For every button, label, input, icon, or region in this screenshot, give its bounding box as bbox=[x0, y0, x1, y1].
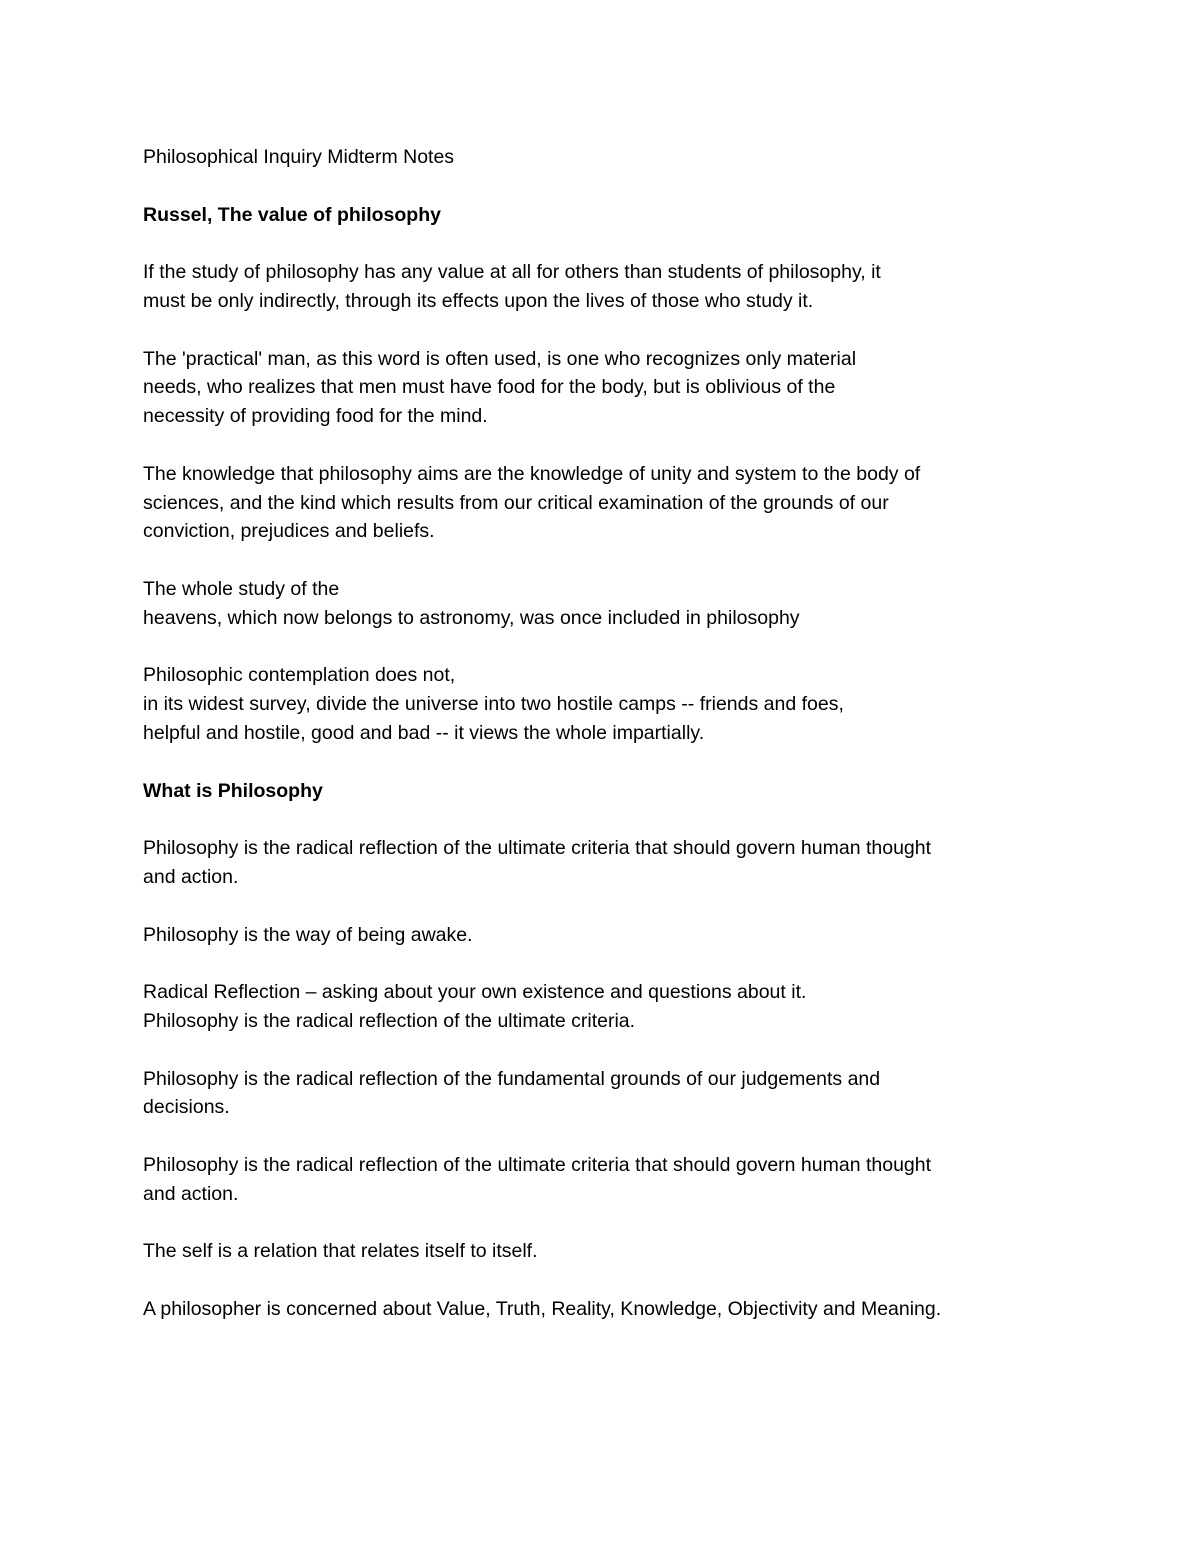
text-line: Philosophic contemplation does not, bbox=[143, 664, 456, 687]
text-line: and action. bbox=[143, 1182, 239, 1205]
paragraph bbox=[143, 661, 1058, 747]
text-line: A philosopher is concerned about Value, Truth, Reality, Knowledge, Objectivity and Meaning. bbox=[143, 1297, 942, 1320]
text-line: The whole study of the bbox=[143, 577, 340, 600]
paragraph bbox=[143, 1295, 1058, 1324]
document-body bbox=[143, 143, 1058, 1352]
text-line: needs, who realizes that men must have food for the body, but is oblivious of the bbox=[143, 376, 836, 399]
paragraph bbox=[143, 1237, 1058, 1266]
text-line: Philosophy is the radical reflection of the ultimate criteria that should govern human thought bbox=[143, 1153, 932, 1176]
text-line: Radical Reflection – asking about your own existence and questions about it. bbox=[143, 981, 807, 1004]
text-line: in its widest survey, divide the universe into two hostile camps -- friends and foes, bbox=[143, 693, 844, 716]
text-line: and action. bbox=[143, 865, 239, 888]
text-line: helpful and hostile, good and bad -- it views the whole impartially. bbox=[143, 721, 705, 744]
paragraph bbox=[143, 834, 1058, 892]
paragraph bbox=[143, 258, 1058, 316]
paragraph bbox=[143, 575, 1058, 633]
paragraph bbox=[143, 921, 1058, 950]
text-line: The 'practical' man, as this word is often used, is one who recognizes only material bbox=[143, 347, 857, 370]
text-line: conviction, prejudices and beliefs. bbox=[143, 520, 435, 543]
paragraph bbox=[143, 345, 1058, 431]
text-line: The knowledge that philosophy aims are the knowledge of unity and system to the body of bbox=[143, 462, 921, 485]
text-line: heavens, which now belongs to astronomy, was once included in philosophy bbox=[143, 606, 800, 629]
text-line: Russel, The value of philosophy bbox=[143, 203, 441, 226]
text-line: Philosophy is the way of being awake. bbox=[143, 923, 473, 946]
text-line: decisions. bbox=[143, 1096, 230, 1119]
text-line: Philosophy is the radical reflection of the ultimate criteria. bbox=[143, 1009, 636, 1032]
text-line: sciences, and the kind which results from our critical examination of the grounds of our bbox=[143, 491, 889, 514]
paragraph bbox=[143, 978, 1058, 1036]
paragraph bbox=[143, 1065, 1058, 1123]
section-heading-what-is-philosophy bbox=[143, 777, 1058, 806]
text-line: If the study of philosophy has any value at all for others than students of philosophy, it bbox=[143, 261, 881, 284]
text-line: must be only indirectly, through its effects upon the lives of those who study it. bbox=[143, 289, 814, 312]
text-line: Philosophy is the radical reflection of the ultimate criteria that should govern human thought bbox=[143, 837, 932, 860]
section-heading-russel bbox=[143, 201, 1058, 230]
text-line: Philosophy is the radical reflection of the fundamental grounds of our judgements and bbox=[143, 1067, 881, 1090]
text-line: necessity of providing food for the mind. bbox=[143, 405, 488, 428]
text-line: Philosophical Inquiry Midterm Notes bbox=[143, 146, 455, 168]
document-title bbox=[143, 143, 1058, 172]
text-line: The self is a relation that relates itself to itself. bbox=[143, 1240, 538, 1263]
paragraph bbox=[143, 1151, 1058, 1209]
paragraph bbox=[143, 460, 1058, 546]
text-line: What is Philosophy bbox=[143, 779, 323, 802]
